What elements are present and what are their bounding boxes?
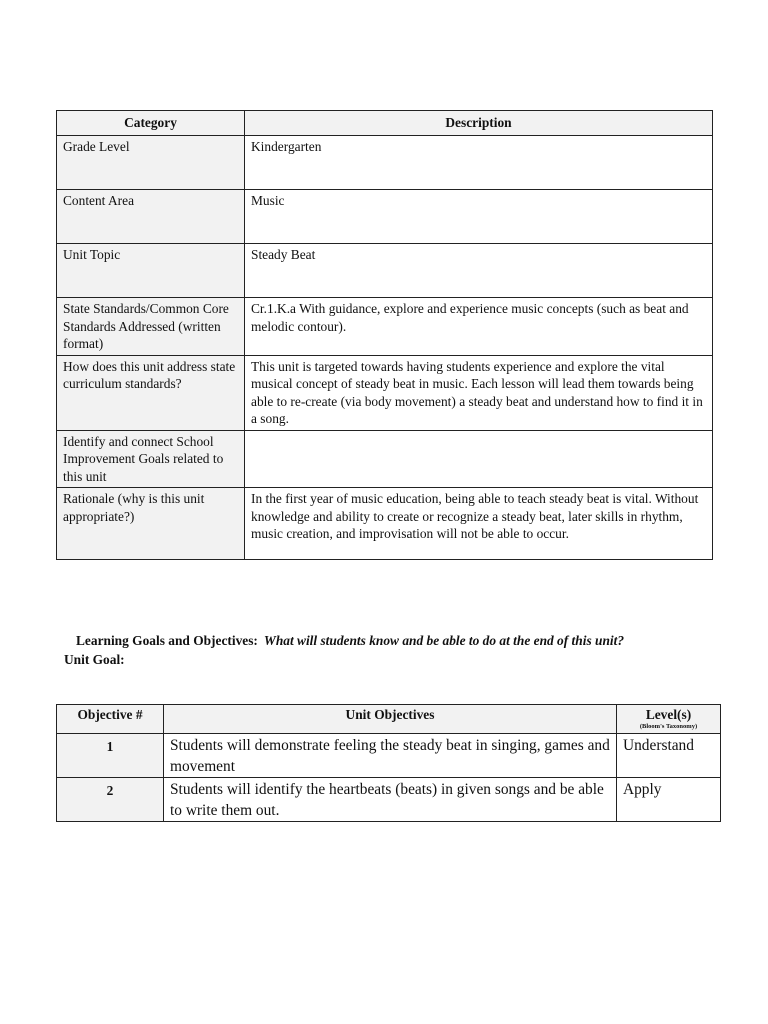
objectives-table — [56, 704, 721, 822]
category-cell: Rationale (why is this unit appropriate?) — [57, 488, 245, 560]
description-cell: This unit is targeted towards having students experience and explore the vital musical concept of steady beat in music. Each lesson will lead them towards being able to re-create (via body movement) a steady beat and understand how to find it in a song. — [245, 355, 713, 430]
unit-overview-table — [56, 110, 713, 560]
header-category: Category — [57, 111, 245, 136]
table-header-row — [57, 705, 721, 734]
objective-number: 2 — [57, 778, 164, 822]
table-row — [57, 298, 713, 356]
description-cell: Music — [245, 190, 713, 244]
category-cell: Grade Level — [57, 136, 245, 190]
levels-label: Level(s) — [645, 707, 692, 722]
table-row — [57, 488, 713, 560]
header-unit-objectives: Unit Objectives — [164, 705, 617, 734]
table-row — [57, 734, 721, 778]
objective-level: Apply — [617, 778, 721, 822]
learning-goals-label: Learning Goals and Objectives: — [76, 633, 258, 648]
category-cell: Identify and connect School Improvement Goals related to this unit — [57, 430, 245, 488]
description-cell: Cr.1.K.a With guidance, explore and experience music concepts (such as beat and melodic contour). — [245, 298, 713, 356]
category-cell: Unit Topic — [57, 244, 245, 298]
description-cell: In the first year of music education, being able to teach steady beat is vital. Without knowledge and ability to create or recognize a steady beat, later skills in rhythm, music creation, and improvisation will not be able to occur. — [245, 488, 713, 560]
table-row — [57, 136, 713, 190]
table-row — [57, 778, 721, 822]
objective-text: Students will identify the heartbeats (beats) in given songs and be able to write them out. — [164, 778, 617, 822]
learning-goals-heading — [76, 633, 624, 649]
header-description: Description — [245, 111, 713, 136]
description-cell: Steady Beat — [245, 244, 713, 298]
category-cell: State Standards/Common Core Standards Addressed (written format) — [57, 298, 245, 356]
category-cell: How does this unit address state curriculum standards? — [57, 355, 245, 430]
header-levels — [617, 705, 721, 734]
category-cell: Content Area — [57, 190, 245, 244]
description-cell — [245, 430, 713, 488]
table-header-row — [57, 111, 713, 136]
objective-number: 1 — [57, 734, 164, 778]
learning-goals-question: What will students know and be able to do at the end of this unit? — [263, 633, 625, 648]
table-row — [57, 190, 713, 244]
header-objective-number: Objective # — [57, 705, 164, 734]
unit-goal-label: Unit Goal: — [64, 652, 125, 667]
description-cell: Kindergarten — [245, 136, 713, 190]
table-row — [57, 430, 713, 488]
objective-text: Students will demonstrate feeling the steady beat in singing, games and movement — [164, 734, 617, 778]
table-row — [57, 355, 713, 430]
table-row — [57, 244, 713, 298]
blooms-taxonomy-note: (Bloom's Taxonomy) — [639, 723, 698, 730]
objective-level: Understand — [617, 734, 721, 778]
